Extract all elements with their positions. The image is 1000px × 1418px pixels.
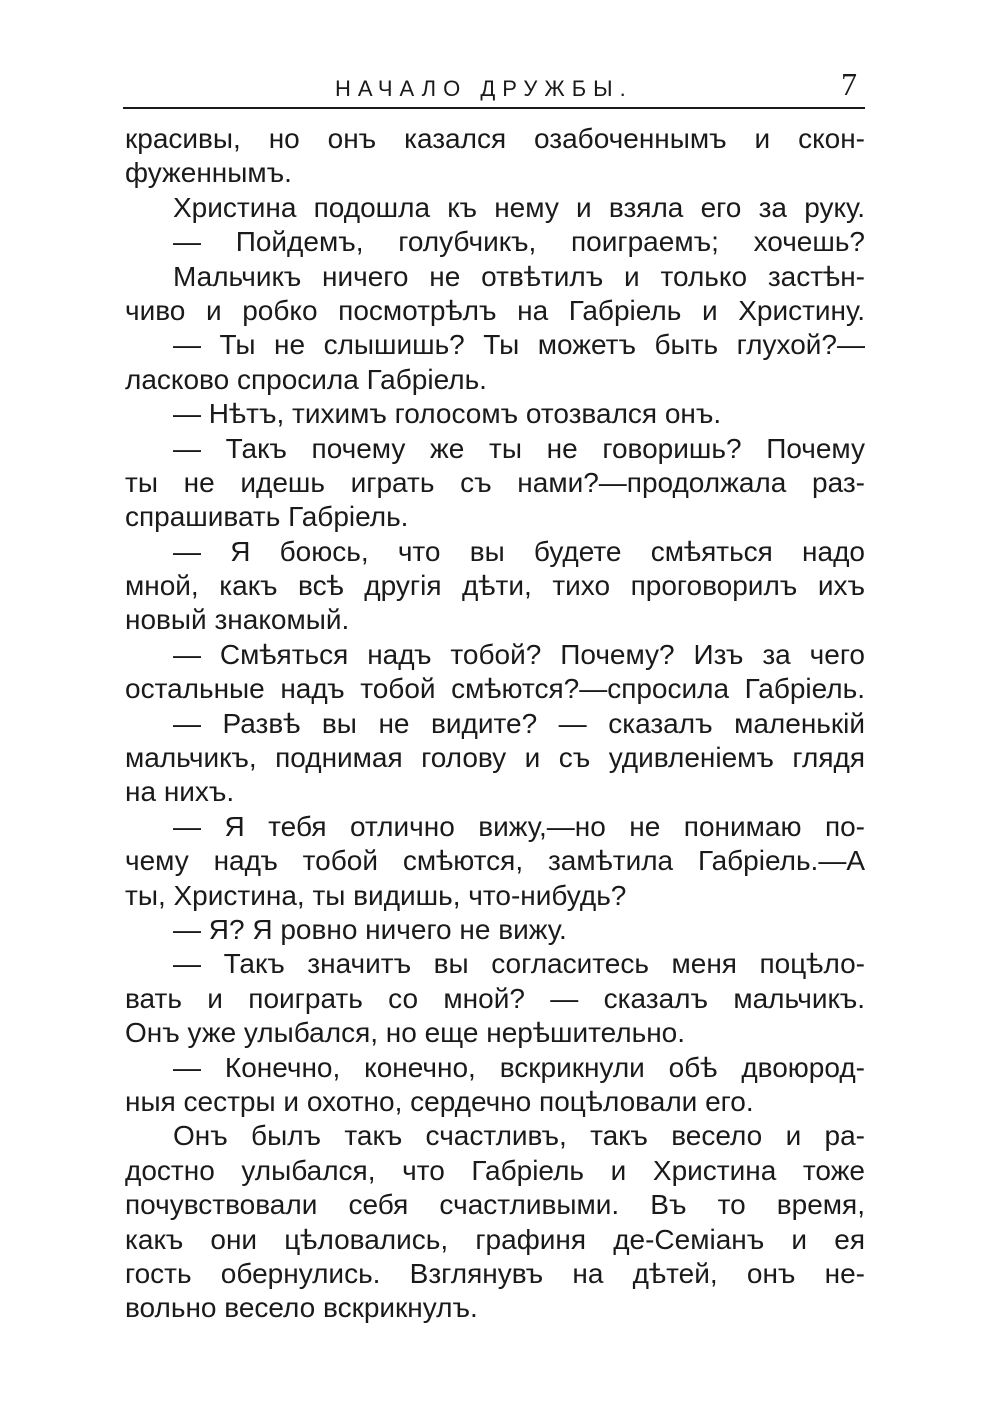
text-line: достно улыбался, что Габріель и Христина тоже — [125, 1154, 865, 1186]
text-line: — Я? Я ровно ничего не вижу. — [173, 913, 567, 945]
text-line: вольно весело вскрикнулъ. — [125, 1292, 478, 1324]
text-line: Мальчикъ ничего не отвѣтилъ и только застѣн- — [173, 260, 865, 292]
text-line: — Я боюсь, что вы будете смѣяться надо — [173, 535, 865, 567]
text-line: — Нѣтъ, тихимъ голосомъ отозвался онъ. — [173, 398, 722, 430]
text-line: гость обернулись. Взглянувъ на дѣтей, онъ не- — [125, 1257, 865, 1289]
text-line: — Конечно, конечно, вскрикнули обѣ двоюрод- — [173, 1051, 865, 1083]
text-line: — Смѣяться надъ тобой? Почему? Изъ за чего — [173, 638, 865, 670]
text-line: новый знакомый. — [125, 604, 350, 636]
text-line: на нихъ. — [125, 776, 235, 808]
text-line: какъ они цѣловались, графиня де-Семіанъ и ея — [125, 1223, 865, 1255]
text-line: — Ты не слышишь? Ты можетъ быть глухой?— — [173, 329, 865, 361]
text-line: спрашивать Габріель. — [125, 501, 409, 533]
text-line: ты не идешь играть съ нами?—продолжала раз- — [125, 466, 865, 498]
text-line: Онъ былъ такъ счастливъ, такъ весело и ра- — [173, 1120, 865, 1152]
text-line: — Такъ значитъ вы согласитесь меня поцѣло- — [173, 948, 865, 980]
chapter-title: НАЧАЛО ДРУЖБЫ. — [335, 76, 633, 101]
body-text — [125, 122, 865, 1326]
text-line: фуженнымъ. — [125, 157, 292, 189]
page-number: 7 — [841, 66, 857, 102]
running-head — [125, 66, 865, 106]
text-line: ласково спросила Габріель. — [125, 363, 487, 395]
text-line: остальные надъ тобой смѣются?—спросила Габріель. — [125, 673, 865, 705]
text-line: вать и поиграть со мной? — сказалъ мальчикъ. — [125, 982, 865, 1014]
text-line: Христина подошла къ нему и взяла его за руку. — [173, 191, 865, 223]
header-rule — [123, 107, 865, 109]
text-line: чему надъ тобой смѣются, замѣтила Габріель.—А — [125, 845, 865, 877]
text-line: — Я тебя отлично вижу,—но не понимаю по- — [173, 810, 865, 842]
text-line: чиво и робко посмотрѣлъ на Габріель и Христину. — [125, 294, 865, 326]
text-line: Онъ уже улыбался, но еще нерѣшительно. — [125, 1017, 686, 1049]
text-line: почувствовали себя счастливыми. Въ то время, — [125, 1189, 865, 1221]
text-line: — Пойдемъ, голубчикъ, поиграемъ; хочешь? — [173, 226, 865, 258]
text-line: ныя сестры и охотно, сердечно поцѣловали его. — [125, 1085, 754, 1117]
text-line: — Такъ почему же ты не говоришь? Почему — [173, 432, 865, 464]
text-line: ты, Христина, ты видишь, что-нибудь? — [125, 879, 627, 911]
text-line: красивы, но онъ казался озабоченнымъ и скон- — [125, 123, 865, 154]
text-line: мной, какъ всѣ другія дѣти, тихо проговорилъ ихъ — [125, 570, 865, 602]
text-line: — Развѣ вы не видите? — сказалъ маленькій — [173, 707, 865, 739]
text-line: мальчикъ, поднимая голову и съ удивленіемъ глядя — [125, 742, 865, 774]
